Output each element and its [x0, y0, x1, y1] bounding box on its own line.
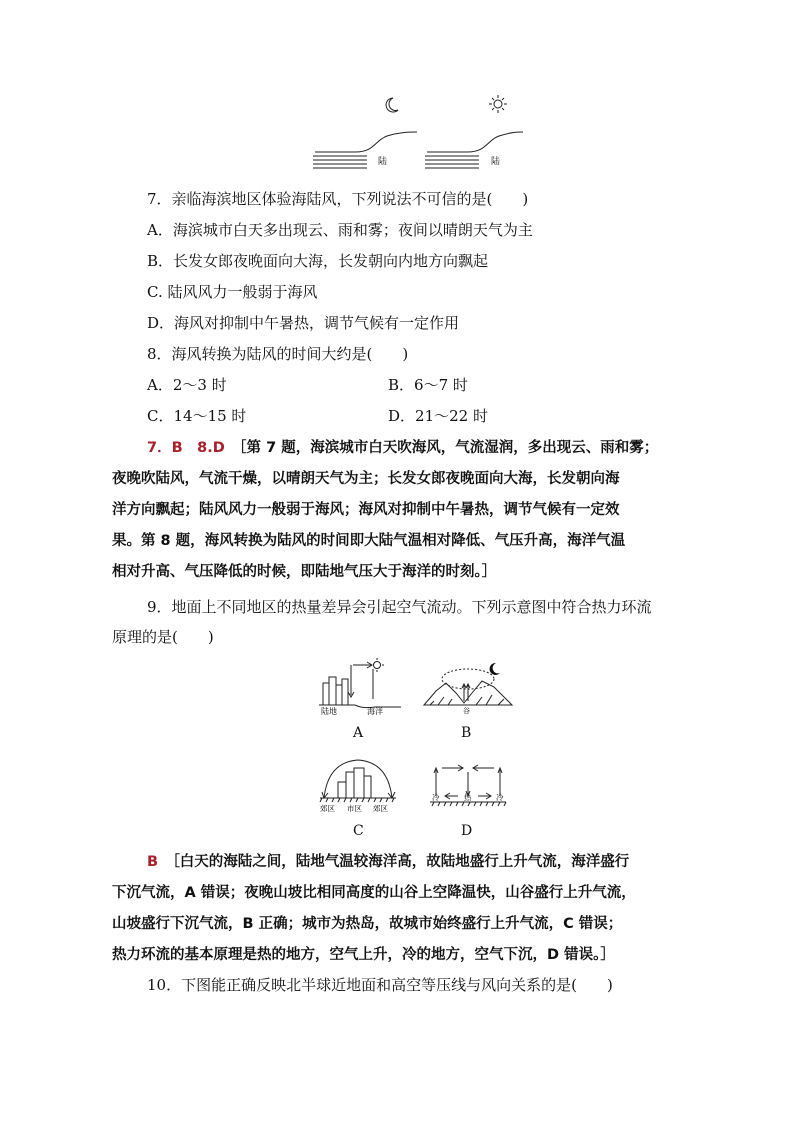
q9-figure-d — [428, 760, 508, 812]
figure-d-hot: 热 — [464, 793, 472, 802]
q9-caption-d: D — [461, 823, 473, 839]
figure-c-city: 市区 — [347, 804, 362, 813]
q10-stem: 10．下图能正确反映北半球近地面和高空等压线与风向关系的是( ) — [147, 976, 613, 994]
q8-option-d: D．21～22 时 — [388, 407, 488, 425]
figure-d-cold-right: 冷 — [496, 793, 504, 802]
answer-9-line3: 山坡盛行下沉气流，B 正确；城市为热岛，故城市始终盛行上升气流，C 错误； — [112, 916, 623, 932]
q9-stem-line2: 原理的是( ) — [112, 628, 214, 646]
q9-caption-b: B — [461, 725, 472, 741]
figure-a-sea-label: 海洋 — [367, 707, 383, 716]
q8-option-c: C．14～15 时 — [147, 407, 247, 425]
answer-7-8-line4: 果。第 8 题，海风转换为陆风的时间即大陆气温相对降低、气压升高，海洋气温 — [112, 533, 626, 549]
answer-7-8-line1: 7．B 8.D ［第 7 题，海滨城市白天吹海风，气流湿润，多出现云、雨和雾； — [147, 440, 659, 456]
figure-a-land-label: 陆地 — [321, 707, 337, 716]
q8-option-a: A．2～3 时 — [147, 376, 227, 394]
left-land-label: 陆 — [378, 157, 388, 167]
left-panel — [313, 132, 417, 168]
figure-d-cold-left: 冷 — [432, 793, 440, 802]
q7-option-d: D．海风对抑制中午暑热，调节气候有一定作用 — [147, 314, 460, 332]
q8-option-b: B．6～7 时 — [388, 376, 468, 394]
sea-land-breeze-figure — [305, 92, 525, 172]
right-panel — [425, 132, 523, 168]
answer-9-line1: B ［白天的海陆之间，陆地气温较海洋高，故陆地盛行上升气流，海洋盛行 — [147, 854, 630, 870]
q7-option-a: A．海滨城市白天多出现云、雨和雾；夜间以晴朗天气为主 — [147, 221, 533, 239]
q8-stem: 8．海风转换为陆风的时间大约是( ) — [147, 345, 409, 363]
figure-b-moon-icon — [490, 663, 500, 675]
figure-c-suburb-right: 郊区 — [373, 804, 388, 813]
answer-9-line2: 下沉气流，A 错误；夜晚山坡比相同高度的山谷上空降温快，山谷盛行上升气流， — [112, 885, 636, 901]
answer-7-8-line2: 夜晚吹陆风，气流干燥，以晴朗天气为主；长发女郎夜晚面向大海，长发朝向海 — [112, 471, 620, 487]
q9-figure-a — [315, 655, 405, 717]
answer-7-8-line5: 相对升高、气压降低的时候，即陆地气压大于海洋的时刻。］ — [112, 564, 497, 580]
sun-icon — [489, 95, 507, 113]
figure-c-suburb-left: 郊区 — [320, 804, 335, 813]
figure-b-valley-label: 谷 — [463, 707, 470, 715]
q9-caption-a: A — [353, 725, 364, 741]
q9-figure-b — [420, 655, 515, 717]
q7-stem: 7．亲临海滨地区体验海陆风，下列说法不可信的是( ) — [147, 190, 529, 208]
q9-stem-line1: 9．地面上不同地区的热量差异会引起空气流动。下列示意图中符合热力环流 — [147, 598, 652, 616]
q9-figure-c — [318, 752, 398, 814]
right-land-label: 陆 — [491, 157, 501, 167]
answer-7-8-key: 7．B 8.D — [147, 440, 225, 456]
q9-caption-c: C — [353, 823, 364, 839]
q7-option-b: B．长发女郎夜晚面向大海，长发朝向内地方向飘起 — [147, 252, 489, 270]
answer-9-key: B — [147, 854, 159, 870]
answer-9-line4: 热力环流的基本原理是热的地方，空气上升，冷的地方，空气下沉，D 错误。］ — [112, 947, 615, 963]
moon-icon — [386, 98, 398, 112]
q7-option-c: C. 陆风风力一般弱于海风 — [147, 283, 318, 301]
answer-7-8-line3: 洋方向飘起；陆风风力一般弱于海风；海风对抑制中午暑热，调节气候有一定效 — [112, 502, 620, 518]
